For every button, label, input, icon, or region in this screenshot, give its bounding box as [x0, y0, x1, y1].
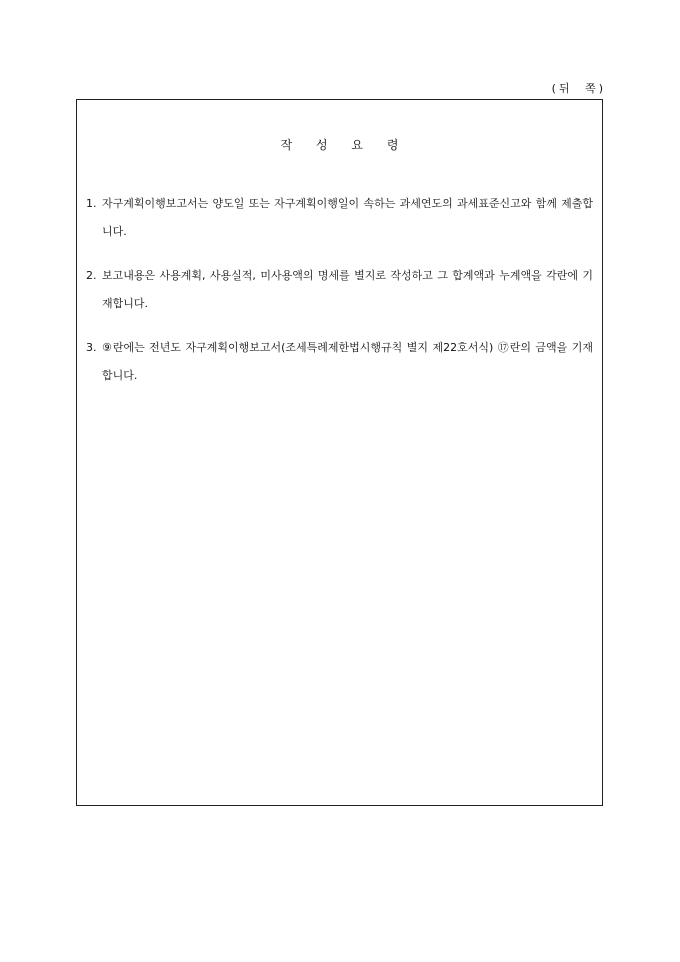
- instructions-heading: 작 성 요 령: [280, 138, 409, 152]
- instruction-text: 보고내용은 사용계획, 사용실적, 미사용액의 명세를 별지로 작성하고 그 합계액과 누계액을 각란에 기재합니다.: [102, 269, 593, 310]
- instructions-box: [76, 99, 603, 806]
- instruction-text: ⑨란에는 전년도 자구계획이행보고서(조세특례제한법시행규칙 별지 제22호서식) ⑰란의 금액을 기재합니다.: [102, 341, 593, 382]
- instructions-list: [86, 190, 593, 406]
- instruction-number: 3.: [86, 341, 97, 354]
- instruction-item: [86, 334, 593, 390]
- instruction-number: 1.: [86, 197, 97, 210]
- instruction-text: 자구계획이행보고서는 양도일 또는 자구계획이행일이 속하는 과세연도의 과세표준신고와 함께 제출합니다.: [102, 197, 593, 238]
- instruction-item: [86, 190, 593, 246]
- page-side-label: (뒤 쪽): [551, 82, 606, 95]
- instruction-number: 2.: [86, 269, 97, 282]
- instruction-item: [86, 262, 593, 318]
